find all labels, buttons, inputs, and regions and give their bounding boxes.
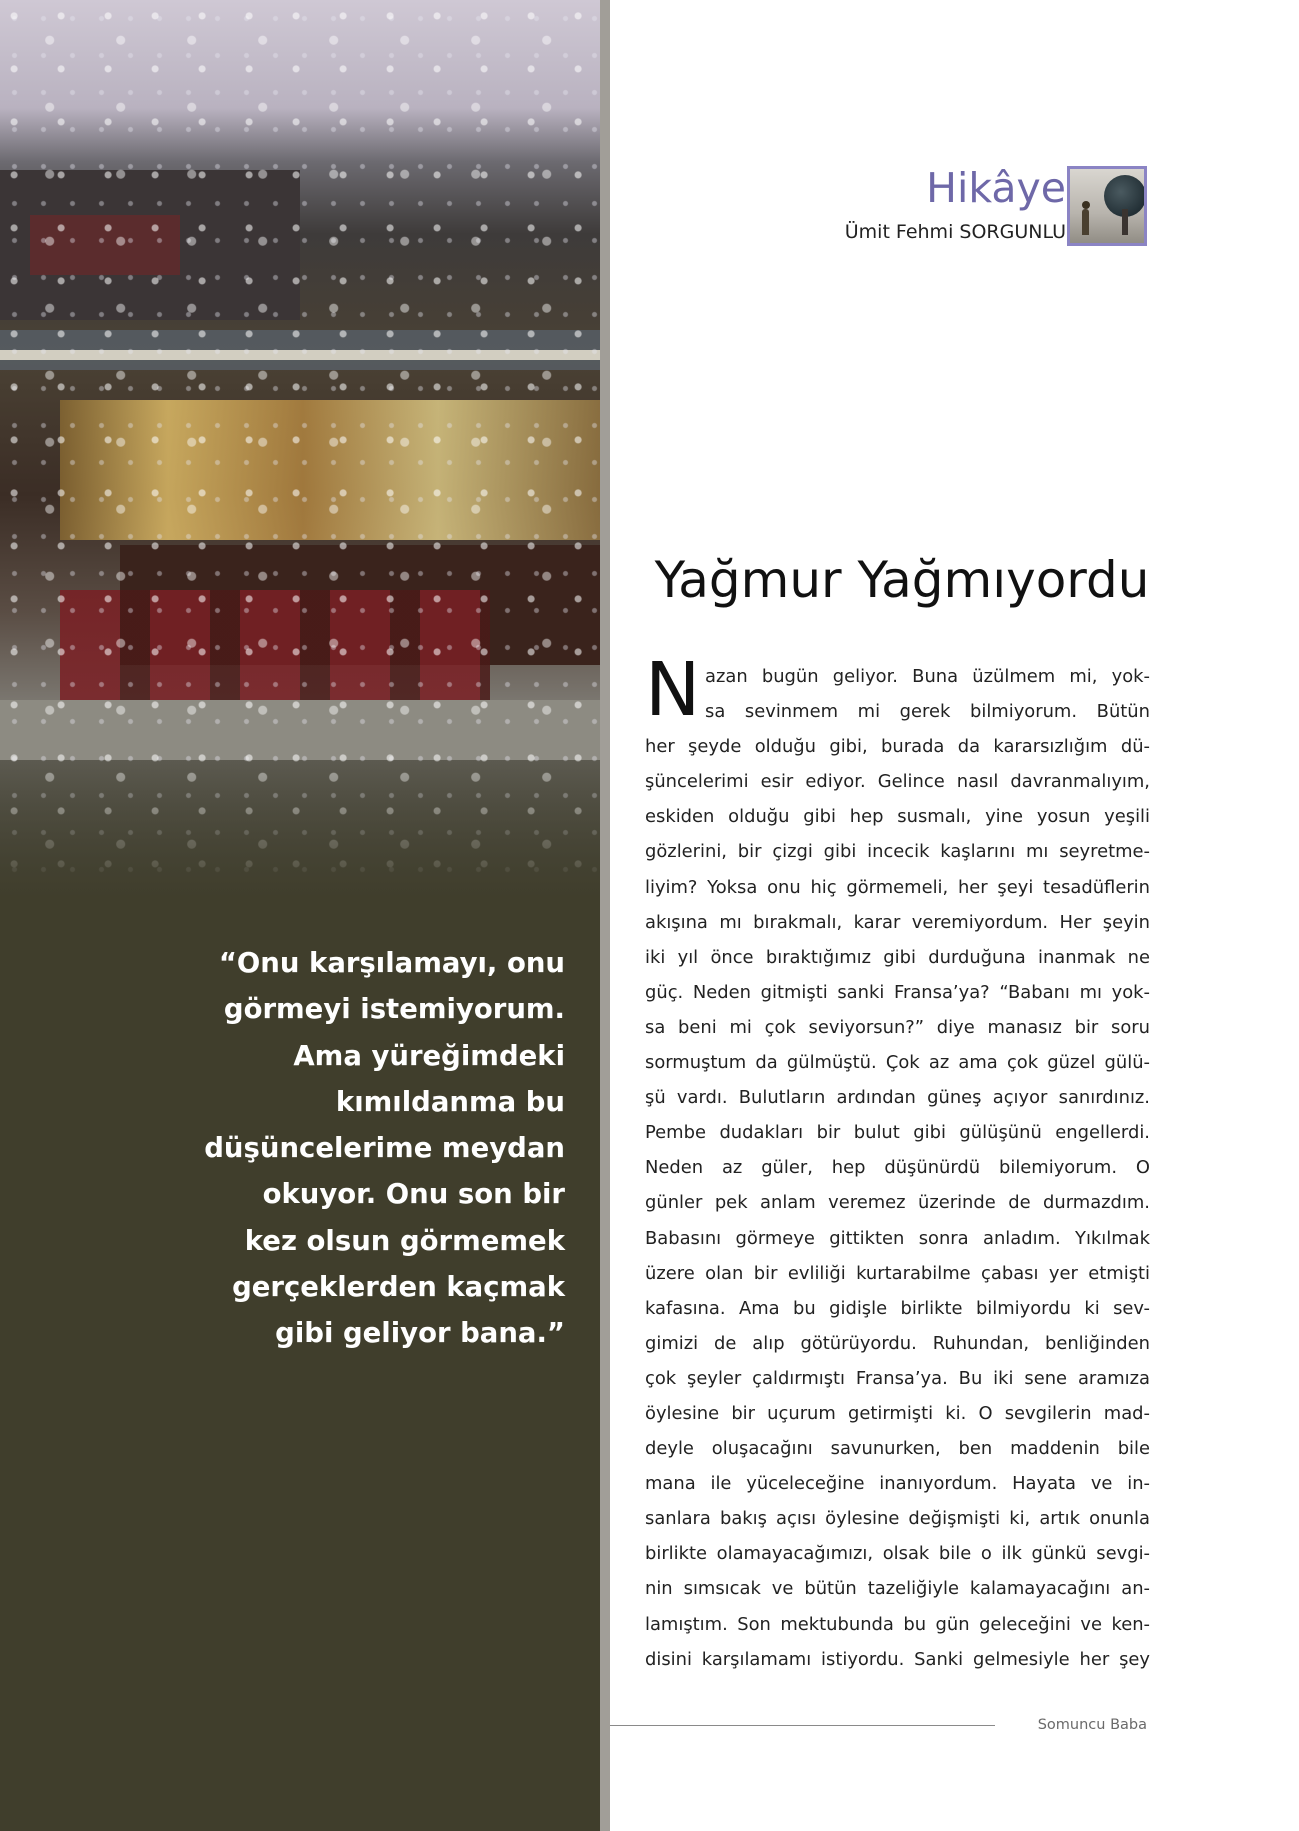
section-title: Hikâye — [926, 164, 1066, 212]
pull-quote-line: gerçeklerden kaçmak — [232, 1271, 565, 1304]
body-line: iki yıl önce bıraktığımız gibi durduğuna inanmak ne — [645, 946, 1150, 968]
pull-quote-line: kımıldanma bu — [335, 1085, 565, 1118]
body-line: her şeyde olduğu gibi, burada da kararsızlığım dü- — [645, 736, 1150, 758]
body-line: sa sevinmem mi gerek bilmiyorum. Bütün — [705, 701, 1150, 723]
body-line: çok şeyler çaldırmıştı Fransa’ya. Bu iki sene aramıza — [645, 1367, 1150, 1389]
author-name: Ümit Fehmi SORGUNLU — [844, 221, 1066, 243]
article-body — [645, 659, 1150, 1677]
pull-quote-line: Ama yüreğimdeki — [293, 1039, 565, 1072]
footer-brand: Somuncu Baba — [1037, 1717, 1147, 1733]
drop-cap: N — [645, 647, 701, 733]
photo-fade — [0, 760, 600, 900]
body-line: günler pek anlam veremez üzerinde de durmazdım. — [645, 1192, 1150, 1214]
body-line: öylesine bir uçurum getirmişti ki. O sevgilerin mad- — [645, 1402, 1150, 1424]
body-line: güç. Neden gitmişti sanki Fransa’ya? “Babanı mı yok- — [645, 981, 1150, 1003]
body-line: Pembe dudakları bir bulut gibi gülüşünü engellerdi. — [645, 1122, 1150, 1144]
thumb-trunk — [1122, 209, 1128, 235]
footer-rule — [610, 1725, 995, 1726]
left-sidebar — [0, 0, 600, 1831]
pull-quote-line: gibi geliyor bana.” — [275, 1317, 565, 1350]
body-line: akışına mı bırakmalı, karar veremiyordum. Her şeyin — [645, 911, 1150, 933]
body-line: gözlerini, bir çizgi gibi incecik kaşlarını mı seyretme- — [645, 841, 1150, 863]
body-line: lamıştım. Son mektubunda bu gün geleceğini ve ken- — [645, 1613, 1150, 1635]
body-line: Babasını görmeye gittikten sonra anladım. Yıkılmak — [645, 1227, 1150, 1249]
body-line: gimizi de alıp götürüyordu. Ruhundan, benliğinden — [645, 1332, 1150, 1354]
hero-photo-rain-window — [0, 0, 600, 900]
body-line: şü vardı. Bulutların ardından güneş açıyor sanırdınız. — [645, 1087, 1150, 1109]
body-line: Neden az güler, hep düşünürdü bilemiyorum. O — [645, 1157, 1150, 1179]
header-thumbnail-image — [1067, 166, 1147, 246]
body-line: nin sımsıcak ve bütün tazeliğiyle kalamayacağını an- — [645, 1578, 1150, 1600]
body-line: sormuştum da gülmüştü. Çok az ama çok güzel gülü- — [645, 1052, 1150, 1074]
article-title: Yağmur Yağmıyordu — [654, 551, 1150, 609]
pull-quote-line: “Onu karşılamayı, onu — [218, 947, 565, 979]
thumb-person-head — [1082, 201, 1090, 209]
body-line: mana ile yüceleceğine inanıyordum. Hayata ve in- — [645, 1473, 1150, 1495]
pull-quote-line: kez olsun görmemek — [244, 1224, 565, 1257]
pull-quote-line: düşüncelerime meydan — [204, 1132, 565, 1165]
pull-quote-line: görmeyi istemiyorum. — [223, 993, 565, 1026]
body-line: şüncelerimi esir ediyor. Gelince nasıl davranmalıyım, — [645, 771, 1150, 793]
body-line: disini karşılamamı istiyordu. Sanki gelmesiyle her şey — [645, 1648, 1150, 1670]
body-line: üzere olan bir evliliği kurtarabilme çabası yer etmişti — [645, 1262, 1150, 1284]
body-line: eskiden olduğu gibi hep susmalı, yine yosun yeşili — [645, 806, 1150, 828]
body-line: liyim? Yoksa onu hiç görmemeli, her şeyi tesadüflerin — [645, 876, 1150, 898]
pull-quote — [170, 940, 565, 1357]
gutter-divider — [600, 0, 610, 1831]
body-line: azan bugün geliyor. Buna üzülmem mi, yok- — [705, 666, 1150, 687]
body-line: kafasına. Ama bu gidişle birlikte bilmiyordu ki sev- — [645, 1297, 1150, 1319]
body-line: birlikte olamayacağımızı, olsak bile o ilk günkü sevgi- — [645, 1543, 1150, 1565]
body-line: sa beni mi çok seviyorsun?” diye manasız bir soru — [645, 1016, 1150, 1038]
thumb-person — [1082, 209, 1089, 235]
pull-quote-line: okuyor. Onu son bir — [262, 1178, 565, 1211]
body-line: sanlara bakış açısı öylesine değişmişti ki, artık onunla — [645, 1508, 1150, 1530]
body-line: deyle oluşacağını savunurken, ben maddenin bile — [645, 1438, 1150, 1460]
